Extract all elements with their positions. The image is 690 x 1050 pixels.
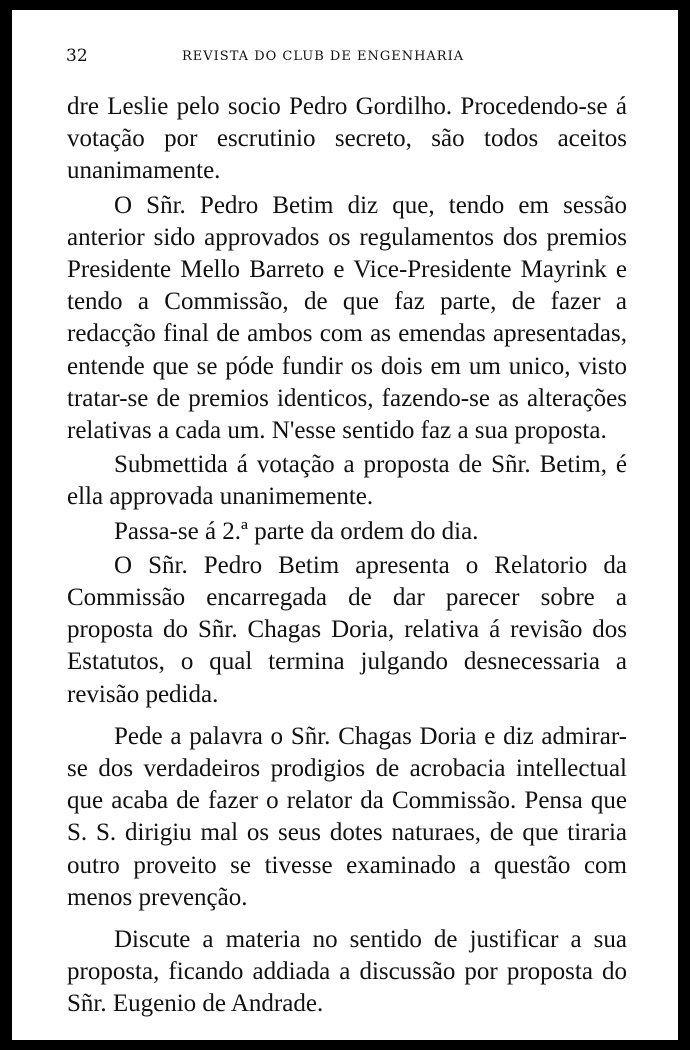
paragraph: Passa-se á 2.ª parte da ordem do dia. bbox=[114, 517, 479, 545]
paragraph: O Sñr. Pedro Betim diz que, tendo em sessão anterior sido approvados os regulamentos dos premios Presidente Mello Barreto e Vice-Presidente Mayrink e tendo a Commissão, de que faz parte, de fazer a redacção final de ambos com as emendas apresentadas, entende que se póde fundir os dois em um unico, visto tratar-se de premios identicos, fazendo-se as alterações relativas a cada um. N'esse sentido faz a sua proposta. bbox=[67, 191, 627, 445]
paragraph: Pede a palavra o Sñr. Chagas Doria e diz admirar-se dos verdadeiros prodigios de acrobacia intellectual que acaba de fazer o relator da Commissão. Pensa que S. S. dirigiu mal os seus dotes naturaes, de que tiraria outro proveito se tivesse examinado a questão com menos prevenção. bbox=[67, 722, 627, 911]
paragraph: Discute a materia no sentido de justificar a sua proposta, ficando addiada a discussão por proposta do Sñr. Eugenio de Andrade. bbox=[67, 926, 627, 1018]
running-title: REVISTA DO CLUB DE ENGENHARIA bbox=[182, 49, 465, 64]
body-text bbox=[67, 91, 627, 1023]
paragraph-continuation: dre Leslie pelo socio Pedro Gordilho. Procedendo-se á votação por escrutinio secreto, são todos aceitos unanimamente. bbox=[67, 93, 627, 185]
page-header bbox=[12, 46, 678, 70]
paragraph: O Sñr. Pedro Betim apresenta o Relatorio da Commissão encarregada de dar parecer sobre a proposta do Sñr. Chagas Doria, relativa á revisão dos Estatutos, o qual termina julgando desnecessaria a revisão pedida. bbox=[67, 551, 627, 708]
page-number: 32 bbox=[66, 46, 88, 66]
paragraph: Submettida á votação a proposta de Sñr. Betim, é ella approvada unanimemente. bbox=[67, 451, 627, 511]
document-page bbox=[12, 10, 678, 1040]
